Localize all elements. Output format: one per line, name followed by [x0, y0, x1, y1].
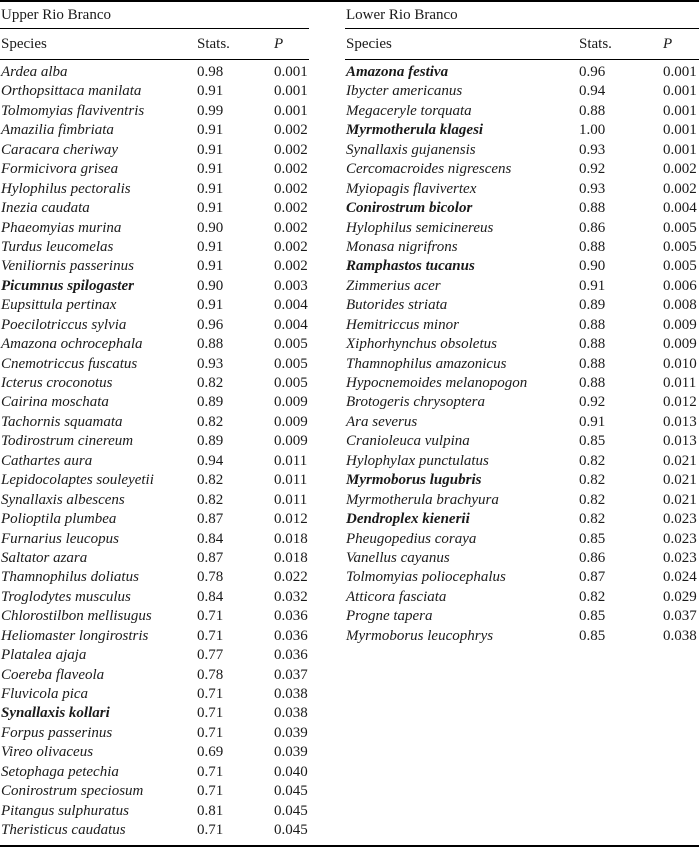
table-row — [1, 413, 311, 432]
table-row — [1, 121, 311, 140]
table-row — [1, 335, 311, 354]
p-value: 0.005 — [663, 258, 697, 275]
species-name: Veniliornis passerinus — [1, 258, 134, 275]
species-name: Picumnus spilogaster — [1, 277, 134, 294]
table-row — [1, 704, 311, 723]
stats-value: 0.85 — [579, 627, 606, 644]
table-row — [346, 199, 698, 218]
species-name: Thamnophilus doliatus — [1, 569, 139, 586]
species-name: Tachornis squamata — [1, 413, 123, 430]
species-name: Thamnophilus amazonicus — [346, 355, 507, 372]
p-value: 0.023 — [663, 549, 697, 566]
table-row — [1, 316, 311, 335]
stats-value: 0.90 — [197, 277, 224, 294]
table-row — [1, 141, 311, 160]
species-name: Hemitriccus minor — [346, 316, 459, 333]
p-value: 0.001 — [663, 122, 697, 139]
stats-value: 0.93 — [579, 141, 606, 158]
stats-value: 0.89 — [579, 297, 606, 314]
table-row — [1, 627, 311, 646]
stats-value: 0.92 — [579, 161, 606, 178]
stats-value: 0.69 — [197, 744, 224, 761]
table-row — [1, 607, 311, 626]
table-row — [1, 685, 311, 704]
p-value: 0.001 — [274, 64, 308, 80]
species-name: Setophaga petechia — [1, 763, 119, 780]
table-row — [346, 355, 698, 374]
stats-value: 0.91 — [197, 180, 224, 197]
stats-value: 0.93 — [579, 180, 606, 197]
p-value: 0.002 — [274, 141, 308, 158]
table-row — [1, 160, 311, 179]
table-row — [1, 510, 311, 529]
p-value: 0.002 — [663, 161, 697, 178]
p-value: 0.001 — [663, 83, 697, 100]
lower-rio-branco-column — [346, 63, 698, 646]
table-row — [346, 491, 698, 510]
species-name: Coereba flaveola — [1, 666, 105, 683]
stats-value: 0.92 — [579, 394, 606, 411]
p-value: 0.002 — [274, 238, 308, 255]
species-name: Heliomaster longirostris — [1, 627, 149, 644]
table-row — [346, 607, 698, 626]
table-row — [346, 277, 698, 296]
species-name: Synallaxis gujanensis — [346, 141, 476, 158]
table-row — [346, 471, 698, 490]
p-value: 0.002 — [274, 122, 308, 139]
species-name: Tolmomyias flaviventris — [1, 102, 145, 119]
p-value: 0.045 — [274, 783, 308, 800]
species-name: Eupsittula pertinax — [1, 297, 117, 314]
species-name: Todirostrum cinereum — [1, 433, 134, 450]
p-value: 0.021 — [663, 472, 697, 489]
table-row — [346, 627, 698, 646]
p-value: 0.011 — [274, 491, 308, 508]
header-rule-upper — [0, 59, 309, 60]
stats-value: 0.78 — [197, 569, 224, 586]
stats-value: 0.90 — [579, 258, 606, 275]
species-name: Saltator azara — [1, 549, 88, 566]
species-name: Myrmoborus lugubris — [346, 472, 482, 489]
p-value: 0.002 — [274, 161, 308, 178]
table-row — [1, 277, 311, 296]
column-header-species-upper: Species — [1, 36, 47, 52]
p-value: 0.023 — [663, 530, 697, 547]
table-row — [1, 568, 311, 587]
p-value: 0.039 — [274, 724, 308, 741]
p-value: 0.011 — [663, 375, 697, 391]
species-name: Vanellus cayanus — [346, 549, 450, 566]
p-value: 0.018 — [274, 530, 308, 547]
stats-value: 0.82 — [197, 375, 224, 391]
table-row — [346, 63, 698, 82]
species-name: Hylophilus pectoralis — [1, 180, 131, 197]
table-row — [1, 471, 311, 490]
table-row — [1, 743, 311, 762]
stats-value: 0.91 — [579, 277, 606, 294]
species-name: Hylophylax punctulatus — [346, 452, 489, 469]
p-value: 0.005 — [274, 355, 308, 372]
table-row — [346, 296, 698, 315]
column-header-p-lower: P — [663, 36, 673, 52]
table-row — [346, 219, 698, 238]
stats-value: 0.81 — [197, 802, 224, 819]
stats-value: 0.88 — [197, 336, 224, 353]
p-value: 0.018 — [274, 549, 308, 566]
stats-value: 0.99 — [197, 102, 224, 119]
stats-value: 0.88 — [579, 355, 606, 372]
species-name: Orthopsittaca manilata — [1, 83, 142, 100]
p-value: 0.039 — [274, 744, 308, 761]
p-value: 0.036 — [274, 627, 308, 644]
table-top-rule — [0, 0, 699, 2]
species-name: Progne tapera — [346, 608, 433, 625]
table-row — [1, 63, 311, 82]
species-name: Theristicus caudatus — [1, 822, 126, 839]
table-row — [346, 452, 698, 471]
species-name: Phaeomyias murina — [1, 219, 122, 236]
table-row — [346, 549, 698, 568]
stats-value: 0.71 — [197, 627, 224, 644]
species-name: Amazona ochrocephala — [1, 336, 143, 353]
stats-value: 0.87 — [197, 549, 224, 566]
stats-value: 0.71 — [197, 608, 224, 625]
table-row — [346, 432, 698, 451]
column-header-stats-lower: Stats. — [579, 36, 612, 52]
p-value: 0.009 — [274, 433, 308, 450]
stats-value: 0.82 — [197, 491, 224, 508]
species-name: Pitangus sulphuratus — [1, 802, 129, 819]
stats-value: 0.85 — [579, 530, 606, 547]
species-name: Polioptila plumbea — [1, 511, 117, 528]
p-value: 0.002 — [274, 258, 308, 275]
stats-value: 0.87 — [579, 569, 606, 586]
p-value: 0.038 — [663, 627, 697, 644]
species-name: Conirostrum bicolor — [346, 200, 473, 217]
stats-value: 0.85 — [579, 608, 606, 625]
p-value: 0.037 — [274, 666, 308, 683]
species-name: Dendroplex kienerii — [346, 511, 470, 528]
table-row — [1, 199, 311, 218]
p-value: 0.036 — [274, 647, 308, 664]
stats-value: 0.87 — [197, 511, 224, 528]
stats-value: 0.84 — [197, 588, 224, 605]
p-value: 0.004 — [663, 200, 697, 217]
stats-value: 0.91 — [197, 161, 224, 178]
stats-value: 0.94 — [197, 452, 224, 469]
stats-value: 0.91 — [197, 238, 224, 255]
p-value: 0.037 — [663, 608, 697, 625]
table-row — [1, 393, 311, 412]
stats-value: 0.96 — [579, 64, 606, 80]
table-row — [1, 452, 311, 471]
species-name: Atticora fasciata — [346, 588, 447, 605]
table-row — [346, 374, 698, 393]
p-value: 0.038 — [274, 705, 308, 722]
stats-value: 0.82 — [197, 413, 224, 430]
p-value: 0.001 — [663, 64, 697, 80]
stats-value: 0.84 — [197, 530, 224, 547]
species-name: Hypocnemoides melanopogon — [346, 375, 528, 391]
species-name: Forpus passerinus — [1, 724, 113, 741]
stats-value: 0.82 — [579, 588, 606, 605]
species-name: Ara severus — [346, 413, 418, 430]
p-value: 0.038 — [274, 686, 308, 702]
species-name: Zimmerius acer — [346, 277, 441, 294]
stats-value: 0.71 — [197, 705, 224, 722]
p-value: 0.001 — [274, 83, 308, 100]
table-row — [346, 316, 698, 335]
stats-value: 0.82 — [579, 472, 606, 489]
column-header-species-lower: Species — [346, 36, 392, 52]
stats-value: 0.88 — [579, 238, 606, 255]
stats-value: 0.71 — [197, 724, 224, 741]
stats-value: 1.00 — [579, 122, 606, 139]
stats-value: 0.93 — [197, 355, 224, 372]
table-row — [346, 588, 698, 607]
p-value: 0.009 — [663, 316, 697, 333]
species-name: Cranioleuca vulpina — [346, 433, 470, 450]
species-name: Amazona festiva — [346, 64, 449, 80]
stats-value: 0.90 — [197, 219, 224, 236]
group-rule-upper — [0, 28, 309, 29]
species-name: Synallaxis kollari — [1, 705, 110, 722]
p-value: 0.005 — [274, 336, 308, 353]
table-row — [346, 335, 698, 354]
species-name: Butorides striata — [346, 297, 448, 314]
stats-value: 0.91 — [197, 122, 224, 139]
p-value: 0.012 — [274, 511, 308, 528]
p-value: 0.021 — [663, 452, 697, 469]
table-row — [346, 393, 698, 412]
p-value: 0.012 — [663, 394, 697, 411]
species-name: Brotogeris chrysoptera — [346, 394, 486, 411]
species-name: Platalea ajaja — [1, 647, 87, 664]
table-row — [346, 530, 698, 549]
p-value: 0.013 — [663, 433, 697, 450]
group-title-upper: Upper Rio Branco — [1, 7, 111, 23]
stats-value: 0.88 — [579, 102, 606, 119]
species-name: Pheugopedius coraya — [346, 530, 477, 547]
group-rule-lower — [345, 28, 699, 29]
p-value: 0.002 — [274, 180, 308, 197]
table-row — [346, 510, 698, 529]
p-value: 0.009 — [663, 336, 697, 353]
p-value: 0.045 — [274, 802, 308, 819]
table-row — [1, 821, 311, 840]
p-value: 0.008 — [663, 297, 697, 314]
p-value: 0.002 — [274, 200, 308, 217]
table-row — [1, 802, 311, 821]
p-value: 0.010 — [663, 355, 697, 372]
table-row — [346, 180, 698, 199]
p-value: 0.005 — [274, 375, 308, 391]
species-name: Myrmotherula klagesi — [346, 122, 484, 139]
species-name: Conirostrum speciosum — [1, 783, 144, 800]
stats-value: 0.86 — [579, 549, 606, 566]
p-value: 0.001 — [274, 102, 308, 119]
stats-value: 0.88 — [579, 336, 606, 353]
table-row — [346, 121, 698, 140]
species-name: Synallaxis albescens — [1, 491, 125, 508]
species-name: Amazilia fimbriata — [1, 122, 114, 139]
stats-value: 0.71 — [197, 783, 224, 800]
species-name: Ardea alba — [1, 64, 68, 80]
stats-value: 0.94 — [579, 83, 606, 100]
column-header-stats-upper: Stats. — [197, 36, 230, 52]
p-value: 0.004 — [274, 316, 308, 333]
p-value: 0.004 — [274, 297, 308, 314]
table-row — [1, 782, 311, 801]
stats-value: 0.88 — [579, 316, 606, 333]
species-name: Monasa nigrifrons — [346, 238, 458, 255]
table-row — [346, 160, 698, 179]
species-name: Caracara cheriway — [1, 141, 119, 158]
species-name: Xiphorhynchus obsoletus — [346, 336, 497, 353]
species-name: Ibycter americanus — [346, 83, 463, 100]
table-row — [1, 219, 311, 238]
stats-value: 0.82 — [197, 472, 224, 489]
p-value: 0.006 — [663, 277, 697, 294]
species-name: Cathartes aura — [1, 452, 93, 469]
p-value: 0.002 — [274, 219, 308, 236]
stats-value: 0.89 — [197, 433, 224, 450]
stats-value: 0.88 — [579, 200, 606, 217]
stats-value: 0.91 — [579, 413, 606, 430]
species-name: Cercomacroides nigrescens — [346, 161, 512, 178]
stats-value: 0.85 — [579, 433, 606, 450]
species-name: Myrmotherula brachyura — [346, 491, 499, 508]
species-name: Formicivora grisea — [1, 161, 119, 178]
group-title-lower: Lower Rio Branco — [346, 7, 458, 23]
species-name: Icterus croconotus — [1, 375, 113, 391]
table-row — [346, 413, 698, 432]
species-name: Vireo olivaceus — [1, 744, 94, 761]
p-value: 0.029 — [663, 588, 697, 605]
stats-value: 0.89 — [197, 394, 224, 411]
stats-value: 0.77 — [197, 647, 224, 664]
upper-rio-branco-column — [1, 63, 311, 841]
table-row — [1, 491, 311, 510]
table-row — [346, 141, 698, 160]
column-header-p-upper: P — [274, 36, 284, 52]
table-bottom-rule — [0, 845, 699, 847]
species-name: Inezia caudata — [1, 200, 90, 217]
species-name: Myrmoborus leucophrys — [346, 627, 494, 644]
species-name: Myiopagis flavivertex — [346, 180, 477, 197]
stats-value: 0.71 — [197, 822, 224, 839]
p-value: 0.009 — [274, 413, 308, 430]
table-row — [346, 102, 698, 121]
table-row — [1, 102, 311, 121]
species-name: Fluvicola pica — [1, 686, 89, 702]
stats-value: 0.91 — [197, 141, 224, 158]
stats-value: 0.71 — [197, 763, 224, 780]
p-value: 0.001 — [663, 141, 697, 158]
table-row — [1, 374, 311, 393]
species-name: Megaceryle torquata — [346, 102, 472, 119]
p-value: 0.002 — [663, 180, 697, 197]
stats-value: 0.82 — [579, 452, 606, 469]
table-row — [1, 530, 311, 549]
header-rule-lower — [345, 59, 699, 60]
p-value: 0.032 — [274, 588, 308, 605]
species-name: Troglodytes musculus — [1, 588, 131, 605]
stats-value: 0.91 — [197, 258, 224, 275]
table-row — [1, 432, 311, 451]
table-row — [346, 238, 698, 257]
p-value: 0.005 — [663, 238, 697, 255]
table-row — [1, 763, 311, 782]
p-value: 0.022 — [274, 569, 308, 586]
stats-value: 0.91 — [197, 297, 224, 314]
table-row — [1, 257, 311, 276]
table-row — [1, 646, 311, 665]
p-value: 0.013 — [663, 413, 697, 430]
table-row — [1, 82, 311, 101]
species-name: Ramphastos tucanus — [346, 258, 475, 275]
species-name: Turdus leucomelas — [1, 238, 114, 255]
p-value: 0.023 — [663, 511, 697, 528]
stats-value: 0.96 — [197, 316, 224, 333]
species-name: Furnarius leucopus — [1, 530, 119, 547]
p-value: 0.045 — [274, 822, 308, 839]
table-row — [1, 296, 311, 315]
species-name: Cairina moschata — [1, 394, 109, 411]
species-name: Poecilotriccus sylvia — [1, 316, 127, 333]
stats-value: 0.78 — [197, 666, 224, 683]
table-row — [346, 257, 698, 276]
table-row — [1, 238, 311, 257]
p-value: 0.011 — [274, 472, 308, 489]
p-value: 0.001 — [663, 102, 697, 119]
p-value: 0.005 — [663, 219, 697, 236]
species-name: Chlorostilbon mellisugus — [1, 608, 152, 625]
species-name: Cnemotriccus fuscatus — [1, 355, 138, 372]
stats-value: 0.71 — [197, 686, 224, 702]
stats-value: 0.82 — [579, 491, 606, 508]
p-value: 0.040 — [274, 763, 308, 780]
p-value: 0.024 — [663, 569, 697, 586]
table-row — [1, 724, 311, 743]
p-value: 0.021 — [663, 491, 697, 508]
stats-value: 0.88 — [579, 375, 606, 391]
species-name: Lepidocolaptes souleyetii — [1, 472, 154, 489]
table-row — [1, 666, 311, 685]
p-value: 0.003 — [274, 277, 308, 294]
stats-value: 0.91 — [197, 83, 224, 100]
table-row — [346, 82, 698, 101]
table-row — [1, 355, 311, 374]
stats-value: 0.86 — [579, 219, 606, 236]
species-name: Hylophilus semicinereus — [346, 219, 494, 236]
table-row — [1, 180, 311, 199]
p-value: 0.011 — [274, 452, 308, 469]
p-value: 0.036 — [274, 608, 308, 625]
p-value: 0.009 — [274, 394, 308, 411]
table-row — [1, 588, 311, 607]
species-name: Tolmomyias poliocephalus — [346, 569, 506, 586]
stats-value: 0.82 — [579, 511, 606, 528]
table-row — [1, 549, 311, 568]
stats-value: 0.98 — [197, 64, 224, 80]
table-row — [346, 568, 698, 587]
stats-value: 0.91 — [197, 200, 224, 217]
